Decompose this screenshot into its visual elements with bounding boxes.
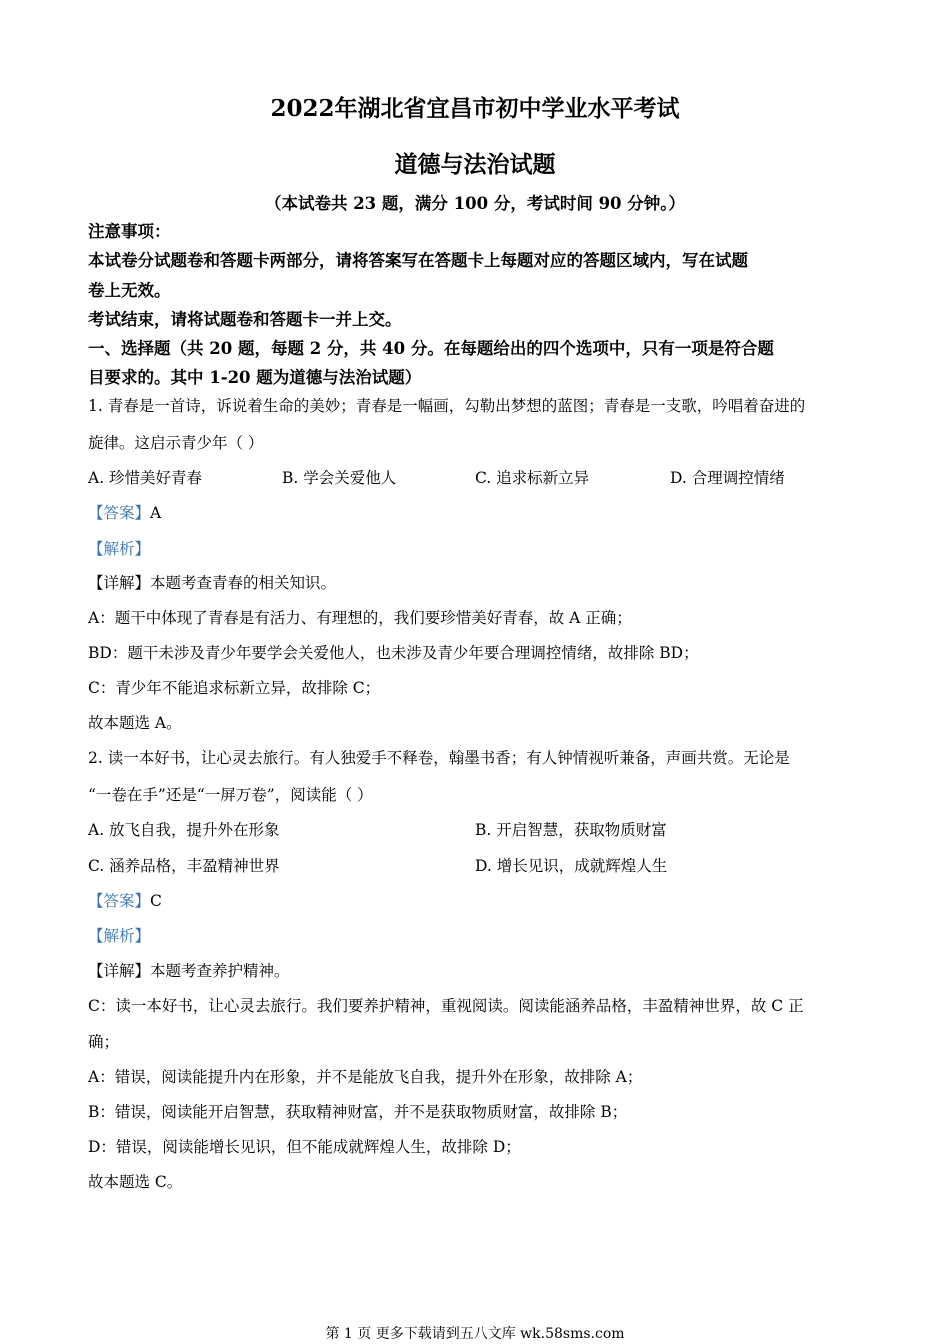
- notice-line-1: 本试卷分试题卷和答题卡两部分，请将答案写在答题卡上每题对应的答题区域内，写在试题: [88, 251, 748, 270]
- q1-detail-line: 【详解】本题考查青春的相关知识。: [88, 574, 337, 592]
- q1-option-d: D. 合理调控情绪: [670, 469, 785, 487]
- q2-detail-line: 故本题选 C。: [88, 1173, 183, 1191]
- q2-detail-line: 【详解】本题考查养护精神。: [88, 962, 290, 980]
- q1-detail-line: 故本题选 A。: [88, 714, 182, 732]
- q1-option-b: B. 学会关爱他人: [282, 469, 397, 487]
- q2-option-c: C. 涵养品格，丰盈精神世界: [88, 857, 280, 875]
- q2-stem-line-1: 2. 读一本好书，让心灵去旅行。有人独爱手不释卷，翰墨书香；有人钟情视听兼备，声画共赏。无论是: [88, 749, 790, 767]
- page-footer: 第 1 页 更多下载请到五八文库 wk.58sms.com: [325, 1326, 625, 1342]
- notice-heading: 注意事项：: [88, 222, 171, 241]
- exam-title: 2022年湖北省宜昌市初中学业水平考试: [270, 95, 680, 122]
- q1-analysis-tag: 【解析】: [88, 540, 151, 558]
- q2-detail-line: D：错误，阅读能增长见识，但不能成就辉煌人生，故排除 D；: [88, 1138, 521, 1156]
- exam-subject: 道德与法治试题: [394, 151, 556, 178]
- q2-detail-line: C：读一本好书，让心灵去旅行。我们要养护精神，重视阅读。阅读能涵养品格，丰盈精神世界，故 C 正: [88, 997, 804, 1015]
- q2-analysis-tag: 【解析】: [88, 927, 151, 945]
- q1-stem-line-1: 1. 青春是一首诗，诉说着生命的美妙；青春是一幅画，勾勒出梦想的蓝图；青春是一支歌，吟唱着奋进的: [88, 397, 806, 415]
- q2-option-d: D. 增长见识，成就辉煌人生: [475, 857, 668, 875]
- q2-option-a: A. 放飞自我，提升外在形象: [88, 821, 280, 839]
- q1-answer-tag: 【答案】: [88, 504, 151, 522]
- q2-answer: [88, 890, 162, 912]
- q2-stem-line-2: “一卷在手”还是“一屏万卷”，阅读能（ ）: [88, 786, 373, 804]
- q2-detail-line: A：错误，阅读能提升内在形象，并不是能放飞自我，提升外在形象，故排除 A；: [88, 1068, 643, 1086]
- q1-detail-line: C：青少年不能追求标新立异，故排除 C；: [88, 679, 381, 697]
- q2-answer-tag: 【答案】: [88, 892, 151, 910]
- notice-line-2: 卷上无效。: [88, 281, 171, 300]
- q1-option-a: A. 珍惜美好青春: [88, 469, 203, 487]
- q2-detail-line: B：错误，阅读能开启智慧，获取精神财富，并不是获取物质财富，故排除 B；: [88, 1103, 628, 1121]
- exam-info: （本试卷共 23 题，满分 100 分，考试时间 90 分钟。）: [264, 194, 686, 213]
- q1-answer-value: A: [150, 504, 162, 522]
- notice-line-3: 考试结束，请将试题卷和答题卡一并上交。: [88, 310, 402, 329]
- q1-option-c: C. 追求标新立异: [475, 469, 590, 487]
- q2-option-b: B. 开启智慧，获取物质财富: [475, 821, 667, 839]
- q2-answer-value: C: [150, 892, 162, 910]
- q1-detail-line: A：题干中体现了青春是有活力、有理想的，我们要珍惜美好青春，故 A 正确；: [88, 609, 632, 627]
- q1-answer: [88, 502, 161, 524]
- q1-stem-line-2: 旋律。这启示青少年（ ）: [88, 434, 264, 452]
- q2-detail-line: 确；: [88, 1033, 120, 1051]
- q1-detail-line: BD：题干未涉及青少年要学会关爱他人，也未涉及青少年要合理调控情绪，故排除 BD；: [88, 644, 699, 662]
- section-heading-line-2: 目要求的。其中 1-20 题为道德与法治试题）: [88, 368, 422, 387]
- section-heading-line-1: 一、选择题（共 20 题，每题 2 分，共 40 分。在每题给出的四个选项中，只有一项是符合题: [88, 339, 774, 358]
